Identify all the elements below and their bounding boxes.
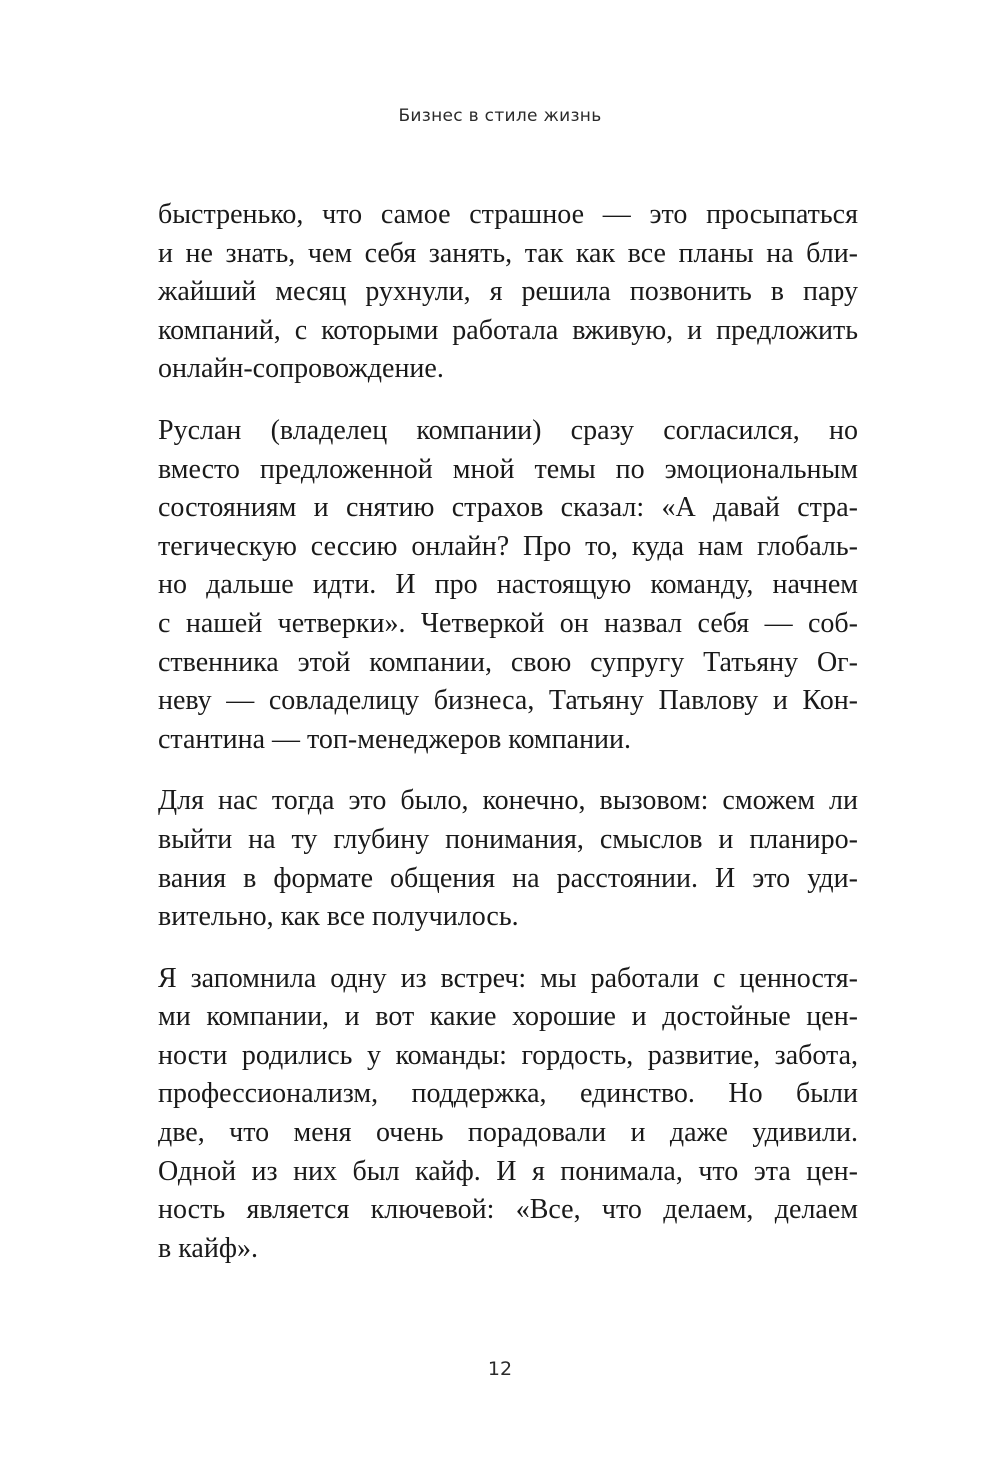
text-line: состояниям и снятию страхов сказал: «А давай стра- xyxy=(158,492,858,524)
text-line: Руслан (владелец компании) сразу согласился, но xyxy=(158,414,858,446)
text-line: в кайф». xyxy=(158,1232,258,1264)
text-line: профессионализм, поддержка, единство. Но были xyxy=(158,1078,858,1110)
text-line: тегическую сессию онлайн? Про то, куда нам глобаль- xyxy=(158,530,858,562)
text-line: онлайн-сопровождение. xyxy=(158,353,444,385)
text-line: две, что меня очень порадовали и даже удивили. xyxy=(158,1117,858,1149)
text-line: выйти на ту глубину понимания, смыслов и планиро- xyxy=(158,823,858,855)
paragraph-4 xyxy=(158,960,858,1269)
text-line: и не знать, чем себя занять, так как все планы на бли- xyxy=(158,237,858,269)
text-line: неву — совладелицу бизнеса, Татьяну Павлову и Кон- xyxy=(158,685,858,717)
paragraph-2 xyxy=(158,412,858,759)
text-line: вания в формате общения на расстоянии. И это уди- xyxy=(158,862,858,894)
text-line: но дальше идти. И про настоящую команду, начнем xyxy=(158,569,858,601)
text-line: с нашей четверки». Четверкой он назвал себя — соб- xyxy=(158,607,858,639)
text-line: ность является ключевой: «Все, что делаем, делаем xyxy=(158,1194,858,1226)
text-line: ственника этой компании, свою супругу Татьяну Ог- xyxy=(158,646,858,678)
text-line: ми компании, и вот какие хорошие и достойные цен- xyxy=(158,1001,858,1033)
text-line: ности родились у команды: гордость, развитие, забота, xyxy=(158,1039,858,1071)
text-line: вместо предложенной мной темы по эмоциональным xyxy=(158,453,858,485)
text-line: Одной из них был кайф. И я понимала, что эта цен- xyxy=(158,1155,858,1187)
text-line: Я запомнила одну из встреч: мы работали с ценностя- xyxy=(158,962,858,994)
text-line: стантина — топ-менеджеров компании. xyxy=(158,723,632,755)
paragraph-gap xyxy=(158,759,858,782)
running-head: Бизнес в стиле жизнь xyxy=(398,106,602,126)
paragraph-gap xyxy=(158,389,858,412)
paragraph-1 xyxy=(158,196,858,389)
text-line: быстренько, что самое страшное — это просыпаться xyxy=(158,199,858,230)
paragraph-gap xyxy=(158,937,858,960)
body-text xyxy=(158,196,858,1268)
paragraph-3 xyxy=(158,782,858,936)
page-number: 12 xyxy=(487,1358,513,1380)
text-line: жайший месяц рухнули, я решила позвонить в пару xyxy=(158,276,858,308)
text-line: Для нас тогда это было, конечно, вызовом: сможем ли xyxy=(158,785,858,817)
text-line: компаний, с которыми работала вживую, и предложить xyxy=(158,314,858,346)
text-line: вительно, как все получилось. xyxy=(158,901,519,933)
